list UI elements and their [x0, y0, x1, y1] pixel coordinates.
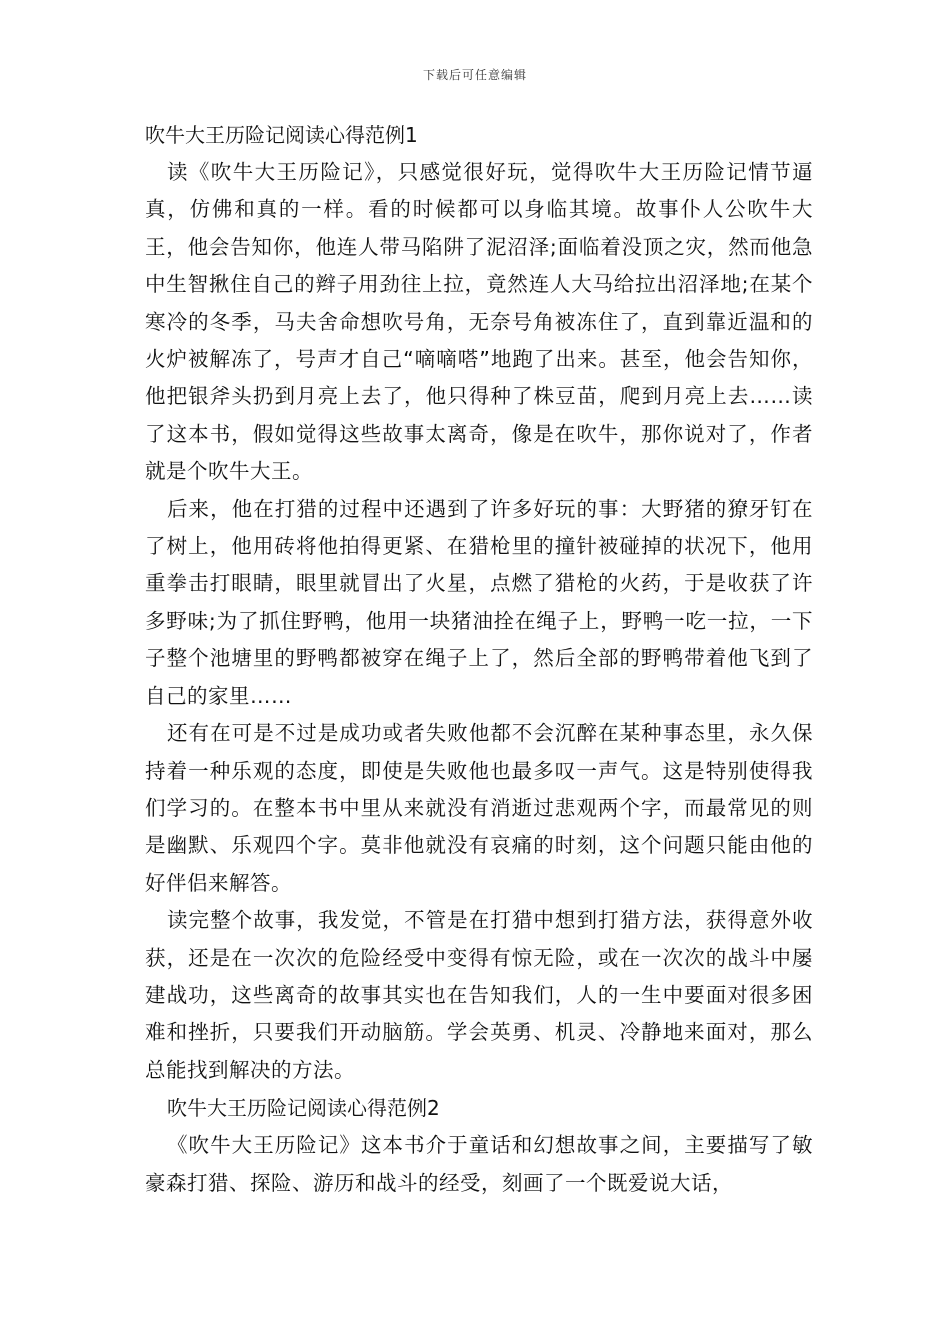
section-title-2: 吹牛大王历险记阅读心得范例2 [167, 1096, 440, 1121]
paragraph-1-4: 读完整个故事，我发觉，不管是在打猎中想到打猎方法，获得意外收获，还是在一次次的危险经受中变得有惊无险，或在一次次的战斗中屡建战功，这些离奇的故事其实也在告知我们，人的一生中要面对很多困难和挫折，只要我们开动脑筋。学会英勇、机灵、冷静地来面对，那么总能找到解决的方法。 [145, 908, 813, 1082]
document-body [145, 116, 813, 1202]
paragraph-1-3: 还有在可是不过是成功或者失败他都不会沉醉在某种事态里，永久保持着一种乐观的态度，即使是失败他也最多叹一声气。这是特别使得我们学习的。在整本书中里从来就没有消逝过悲观两个字，而最常见的则是幽默、乐观四个字。莫非他就没有哀痛的时刻，这个问题只能由他的好伴侣来解答。 [145, 721, 813, 895]
section-title-1: 吹牛大王历险记阅读心得范例1 [145, 123, 418, 147]
paragraph-2-1: 《吹牛大王历险记》这本书介于童话和幻想故事之间，主要描写了敏豪森打猎、探险、游历和战斗的经受，刻画了一个既爱说大话， [145, 1133, 813, 1195]
paragraph-1-2: 后来，他在打猎的过程中还遇到了许多好玩的事：大野猪的獠牙钉在了树上，他用砖将他拍得更紧、在猎枪里的撞针被碰掉的状况下，他用重拳击打眼睛，眼里就冒出了火星，点燃了猎枪的火药，于是收获了许多野味;为了抓住野鸭，他用一块猪油拴在绳子上，野鸭一吃一拉，一下子整个池塘里的野鸭都被穿在绳子上了，然后全部的野鸭带着他飞到了自己的家里…… [145, 496, 813, 708]
header-note: 下载后可任意编辑 [422, 68, 527, 82]
paragraph-1-1: 读《吹牛大王历险记》，只感觉很好玩，觉得吹牛大王历险记情节逼真，仿佛和真的一样。看的时候都可以身临其境。故事仆人公吹牛大王，他会告知你，他连人带马陷阱了泥沼泽;面临着没顶之灾，然而他急中生智揪住自己的辫子用劲往上拉，竟然连人大马给拉出沼泽地;在某个寒冷的冬季，马夫舍命想吹号角，无奈号角被冻住了，直到靠近温和的火炉被解冻了，号声才自己“嘀嘀嗒”地跑了出来。甚至，他会告知你，他把银斧头扔到月亮上去了，他只得种了株豆苗，爬到月亮上去……读了这本书，假如觉得这些故事太离奇，像是在吹牛，那你说对了，作者就是个吹牛大王。 [145, 160, 813, 484]
